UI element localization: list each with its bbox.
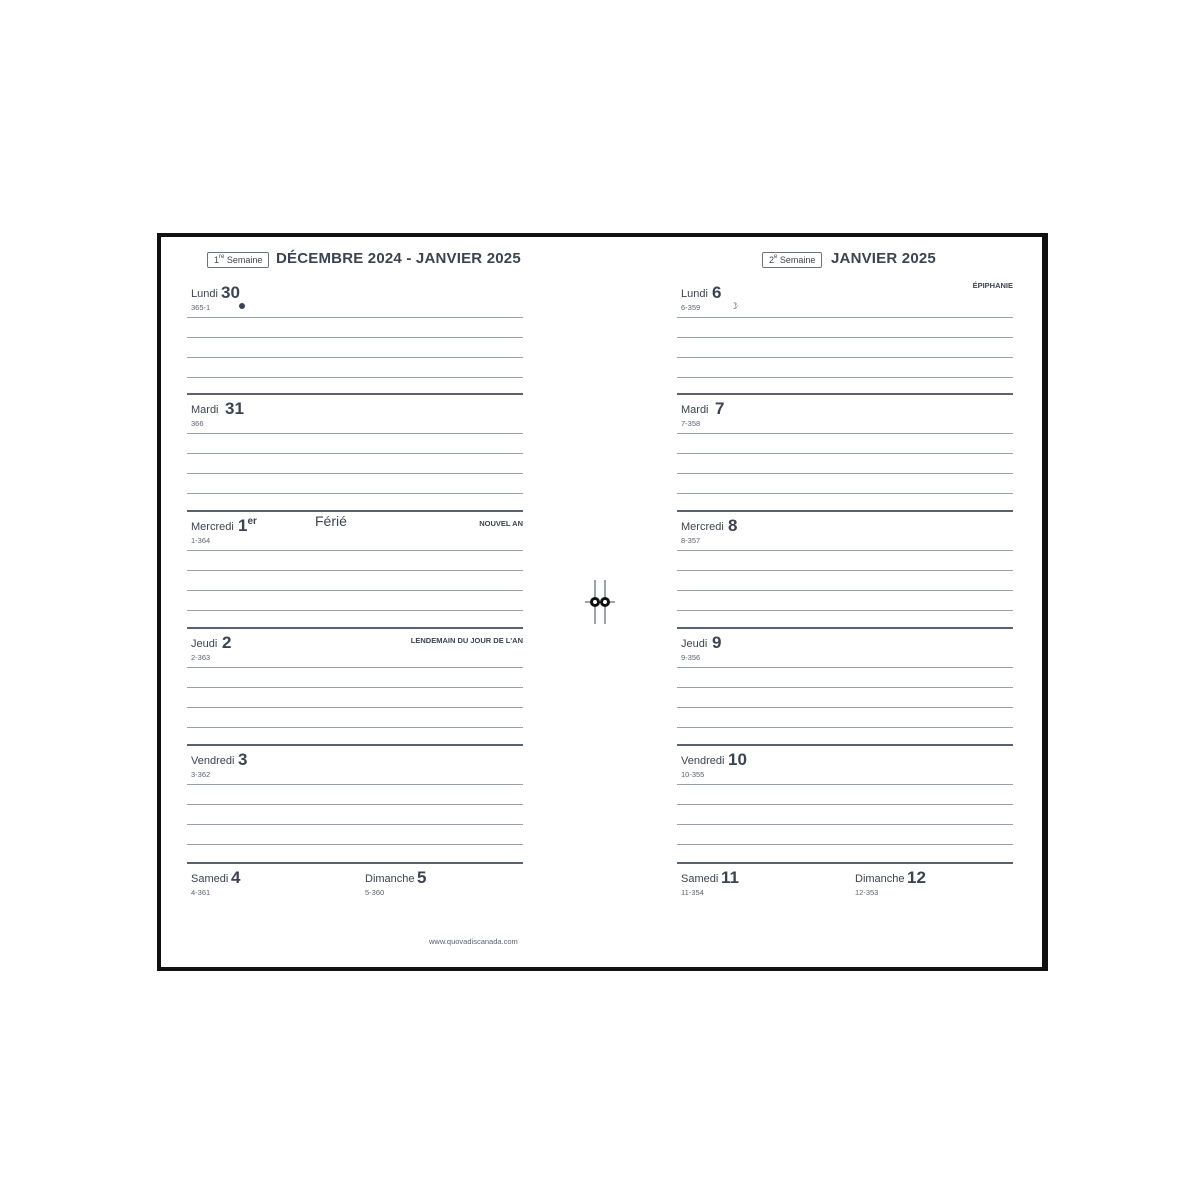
day-number: 6 [712, 283, 722, 302]
day-name: Mercredi [191, 521, 234, 533]
day-name: Samedi [191, 873, 229, 885]
week-badge: 2e Semaine [762, 252, 822, 268]
day-number: 4 [231, 868, 241, 887]
day-name: Vendredi [681, 755, 725, 767]
day-block[interactable] [677, 627, 1013, 744]
weekend-block [187, 862, 523, 902]
day-note: ÉPIPHANIE [972, 281, 1013, 290]
day-number: 7 [715, 399, 725, 418]
day-name: Jeudi [681, 638, 708, 650]
day-note: NOUVEL AN [479, 519, 523, 528]
day-of-year: 5-360 [365, 888, 385, 897]
moon-crescent-icon: ☽ [730, 301, 739, 311]
holiday-label: Férié [315, 513, 347, 529]
day-block[interactable] [677, 277, 1013, 394]
new-moon-dot-icon [239, 303, 245, 309]
ring-binder-icon [585, 580, 615, 624]
day-of-year: 366 [191, 419, 204, 428]
day-number: 5 [417, 868, 427, 887]
day-name: Mercredi [681, 521, 724, 533]
day-of-year: 11-354 [681, 888, 704, 897]
day-block[interactable] [677, 393, 1013, 510]
day-of-year: 3-362 [191, 770, 211, 779]
day-number: 12 [907, 868, 926, 887]
day-block[interactable] [187, 277, 523, 394]
day-name: Lundi [191, 288, 218, 300]
day-name: Dimanche [365, 873, 415, 885]
day-block[interactable] [677, 744, 1013, 861]
day-of-year: 7-358 [681, 419, 701, 428]
day-number: 31 [225, 399, 244, 418]
day-name: Mardi [191, 404, 219, 416]
day-block[interactable] [187, 393, 523, 510]
day-block-saturday[interactable] [677, 862, 845, 902]
page-title: JANVIER 2025 [831, 250, 936, 267]
day-number: 3 [238, 750, 248, 769]
day-of-year: 9-356 [681, 653, 701, 662]
day-name: Dimanche [855, 873, 905, 885]
day-name: Vendredi [191, 755, 235, 767]
weekend-block [677, 862, 1013, 902]
day-of-year: 365-1 [191, 303, 211, 312]
day-block[interactable] [187, 744, 523, 861]
day-of-year: 10-355 [681, 770, 705, 779]
day-number: 11 [721, 868, 739, 887]
day-note: LENDEMAIN DU JOUR DE L'AN [410, 636, 523, 645]
day-name: Lundi [681, 288, 708, 300]
day-of-year: 6-359 [681, 303, 701, 312]
day-of-year: 4-361 [191, 888, 211, 897]
left-page [161, 237, 601, 967]
day-name: Samedi [681, 873, 719, 885]
day-of-year: 1-364 [191, 536, 211, 545]
day-block-sunday[interactable] [851, 862, 1019, 902]
day-block[interactable] [187, 510, 523, 627]
day-block-saturday[interactable] [187, 862, 355, 902]
day-of-year: 8-357 [681, 536, 701, 545]
day-block[interactable] [677, 510, 1013, 627]
day-number: 2 [222, 633, 232, 652]
day-number: 9 [712, 633, 722, 652]
day-block-sunday[interactable] [361, 862, 529, 902]
day-block[interactable] [187, 627, 523, 744]
day-of-year: 12-353 [855, 888, 879, 897]
page-title: DÉCEMBRE 2024 - JANVIER 2025 [276, 250, 521, 267]
day-number: 8 [728, 516, 738, 535]
footer-url[interactable]: www.quovadiscanada.com [429, 937, 518, 946]
right-page [651, 237, 1091, 967]
day-name: Jeudi [191, 638, 218, 650]
day-number: 10 [728, 750, 747, 769]
day-of-year: 2-363 [191, 653, 211, 662]
day-number: 30 [221, 283, 240, 302]
day-number: 1er [238, 516, 257, 535]
day-name: Mardi [681, 404, 709, 416]
week-badge: 1re Semaine [207, 252, 269, 268]
